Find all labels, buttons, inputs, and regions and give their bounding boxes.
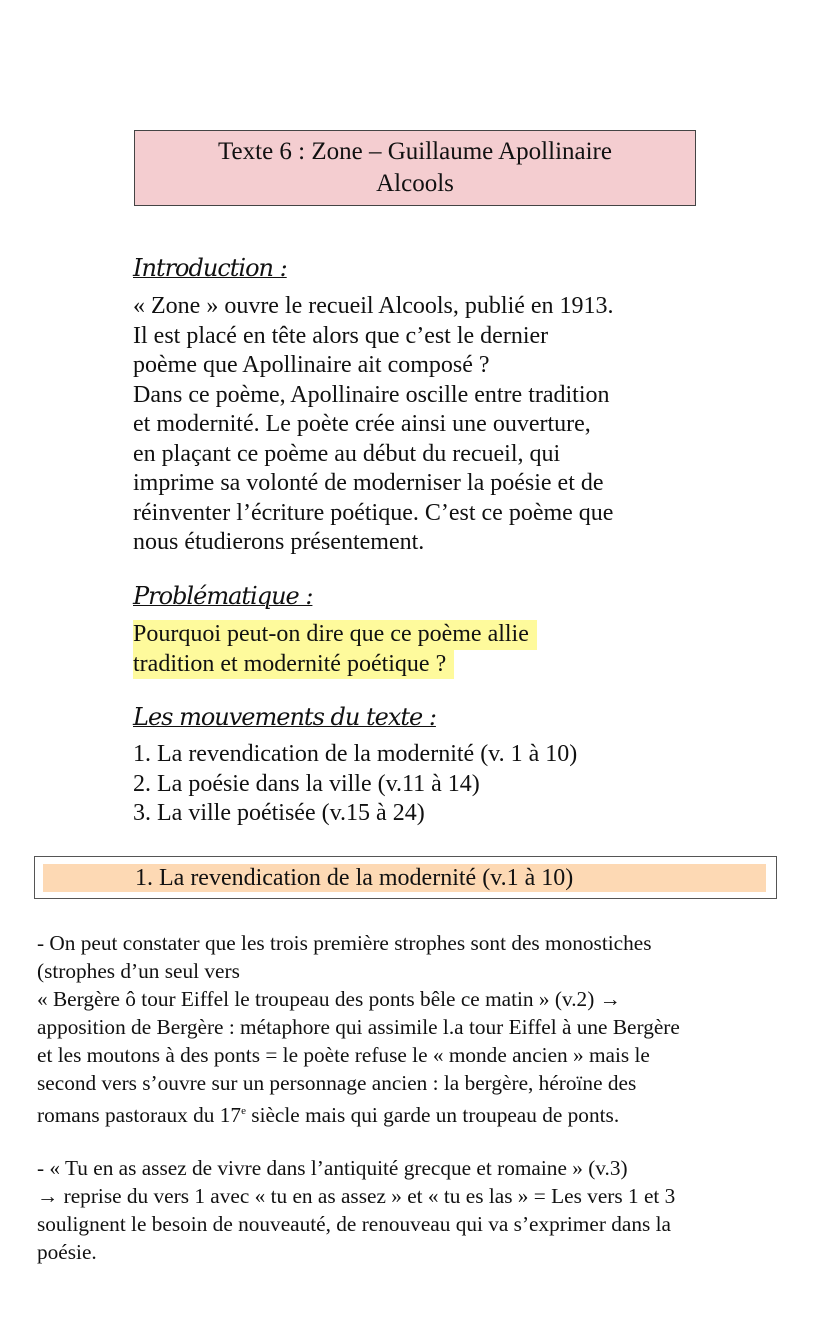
body-paragraph-2 (37, 1154, 675, 1266)
text-line: → reprise du vers 1 avec « tu en as assez » et « tu es las » = Les vers 1 et 3 (37, 1184, 676, 1208)
text-line: « Zone » ouvre le recueil Alcools, publié en 1913. (133, 293, 614, 319)
title-line: Texte 6 : Zone – Guillaume Apollinaire (218, 138, 612, 165)
text-line: poésie. (37, 1240, 97, 1264)
title-subtitle: Alcools (376, 170, 454, 197)
introduction-heading: Introduction : (133, 254, 287, 282)
text-line: - On peut constater que les trois première strophes sont des monostiches (37, 931, 652, 955)
list-item: 3. La ville poétisée (v.15 à 24) (133, 800, 425, 826)
problematique-heading: Problématique : (133, 582, 313, 610)
section-box (34, 856, 777, 899)
superscript: e (241, 1105, 246, 1117)
text-line (37, 1097, 680, 1129)
text-line: « Bergère ô tour Eiffel le troupeau des ponts bêle ce matin » (v.2) → (37, 987, 621, 1011)
text-line: apposition de Bergère : métaphore qui assimile l.a tour Eiffel à une Bergère (37, 1015, 680, 1039)
problematique-text (133, 620, 537, 679)
text-fragment: romans pastoraux du 17 (37, 1103, 242, 1128)
highlighted-line: Pourquoi peut-on dire que ce poème allie (133, 620, 537, 650)
text-line: second vers s’ouvre sur un personnage ancien : la bergère, héroïne des (37, 1071, 637, 1095)
text-line: Il est placé en tête alors que c’est le dernier (133, 322, 549, 349)
list-item: 2. La poésie dans la ville (v.11 à 14) (133, 770, 480, 797)
mouvements-heading: Les mouvements du texte : (133, 703, 436, 731)
text-line: poème que Apollinaire ait composé ? (133, 352, 490, 378)
text-fragment: siècle mais qui garde un troupeau de ponts. (245, 1103, 620, 1128)
text-line: et modernité. Le poète crée ainsi une ouverture, (133, 411, 591, 437)
introduction-text (133, 292, 614, 558)
highlighted-line: tradition et modernité poétique ? (133, 650, 454, 680)
mouvements-list (133, 740, 577, 829)
title-box (134, 130, 696, 206)
body-paragraph-1 (37, 929, 680, 1129)
text-line: Dans ce poème, Apollinaire oscille entre tradition (133, 381, 610, 408)
text-line: réinventer l’écriture poétique. C’est ce poème que (133, 499, 614, 526)
text-line: et les moutons à des ponts = le poète refuse le « monde ancien » mais le (37, 1043, 650, 1067)
text-line: en plaçant ce poème au début du recueil, qui (133, 440, 561, 467)
text-line: - « Tu en as assez de vivre dans l’antiquité grecque et romaine » (v.3) (37, 1156, 628, 1180)
text-line: nous étudierons présentement. (133, 529, 425, 555)
section-title: 1. La revendication de la modernité (v.1 à 10) (43, 864, 766, 892)
text-line: (strophes d’un seul vers (37, 959, 240, 983)
list-item: 1. La revendication de la modernité (v. 1 à 10) (133, 741, 578, 767)
text-line: imprime sa volonté de moderniser la poésie et de (133, 470, 604, 496)
text-line: soulignent le besoin de nouveauté, de renouveau qui va s’exprimer dans la (37, 1212, 671, 1236)
